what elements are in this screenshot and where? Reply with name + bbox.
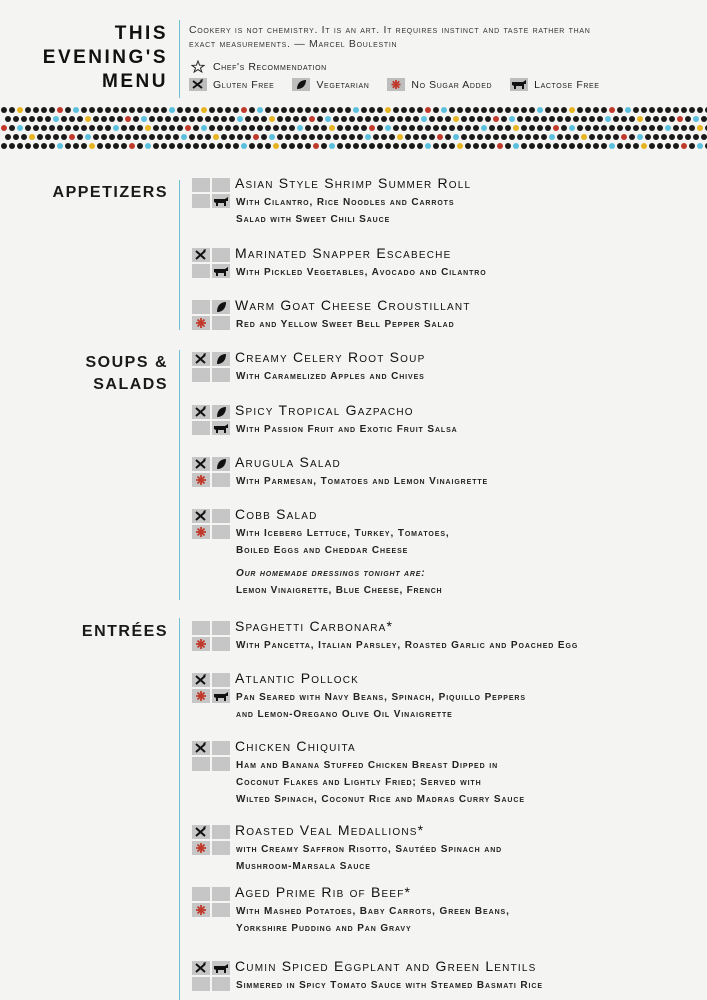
cow-icon bbox=[212, 264, 230, 278]
diet-icon-grid bbox=[192, 352, 230, 382]
legend-lactose: Lactose Free bbox=[510, 78, 599, 91]
cow-icon bbox=[510, 78, 528, 91]
dish-description: Pan Seared with Navy Beans, Spinach, Piquillo Peppers and Lemon-Oregano Olive Oil Vinaigrette bbox=[236, 692, 526, 720]
empty-icon-cell bbox=[212, 841, 230, 855]
dish-description: With Cilantro, Rice Noodles and Carrots Salad with Sweet Chili Sauce bbox=[236, 197, 455, 225]
section-appetizers: APPETIZERS bbox=[52, 184, 168, 201]
empty-icon-cell bbox=[192, 421, 210, 435]
leaf-icon bbox=[212, 457, 230, 471]
empty-icon-cell bbox=[192, 977, 210, 991]
empty-icon-cell bbox=[192, 300, 210, 314]
diet-icon-grid bbox=[192, 300, 230, 330]
diet-icon-grid bbox=[192, 509, 230, 539]
legend-chef: Chef's Recommendation bbox=[189, 60, 327, 73]
empty-icon-cell bbox=[192, 757, 210, 771]
no-sugar-icon bbox=[387, 78, 405, 91]
gluten-free-icon bbox=[192, 457, 210, 471]
diet-icon-grid bbox=[192, 961, 230, 991]
cow-icon bbox=[212, 421, 230, 435]
empty-icon-cell bbox=[212, 473, 230, 487]
no-sugar-icon bbox=[192, 316, 210, 330]
gluten-free-icon bbox=[192, 673, 210, 687]
no-sugar-icon bbox=[192, 473, 210, 487]
empty-icon-cell bbox=[212, 316, 230, 330]
leaf-icon bbox=[212, 352, 230, 366]
dish-name: Chicken Chiquita bbox=[235, 738, 356, 754]
empty-icon-cell bbox=[212, 887, 230, 901]
cow-icon bbox=[212, 194, 230, 208]
dish-description: with Creamy Saffron Risotto, Sautéed Spinach and Mushroom-Marsala Sauce bbox=[236, 844, 503, 872]
section-entrees: ENTRÉES bbox=[81, 623, 168, 640]
diet-icon-grid bbox=[192, 741, 230, 771]
empty-icon-cell bbox=[192, 621, 210, 635]
empty-icon-cell bbox=[212, 525, 230, 539]
gluten-free-icon bbox=[192, 961, 210, 975]
leaf-icon bbox=[212, 300, 230, 314]
no-sugar-icon bbox=[192, 525, 210, 539]
empty-icon-cell bbox=[212, 509, 230, 523]
menu-title bbox=[0, 22, 168, 94]
dish-name: Aged Prime Rib of Beef* bbox=[235, 884, 412, 900]
diet-icon-grid bbox=[192, 405, 230, 435]
dish-name: Creamy Celery Root Soup bbox=[235, 349, 426, 365]
dish-description: Simmered in Spicy Tomato Sauce with Steamed Basmati Rice bbox=[236, 980, 543, 991]
gluten-free-icon bbox=[192, 825, 210, 839]
dish-name: Marinated Snapper Escabeche bbox=[235, 245, 452, 261]
diet-icon-grid bbox=[192, 825, 230, 855]
title-line: EVENING'S bbox=[42, 47, 168, 68]
dish-name: Warm Goat Cheese Croustillant bbox=[235, 297, 471, 313]
dish-name: Spaghetti Carbonara* bbox=[235, 618, 394, 634]
dish-description: With Passion Fruit and Exotic Fruit Salsa bbox=[236, 424, 458, 435]
legend-gluten: Gluten Free bbox=[189, 78, 274, 91]
header-rule bbox=[179, 20, 180, 98]
empty-icon-cell bbox=[212, 757, 230, 771]
quote: Cookery is not chemistry. It is an art. It requires instinct and taste rather than exact measurements. — Marcel Boulestin bbox=[189, 24, 591, 50]
gluten-free-icon bbox=[192, 509, 210, 523]
empty-icon-cell bbox=[192, 264, 210, 278]
dish-name: Atlantic Pollock bbox=[235, 670, 360, 686]
dish-name: Arugula Salad bbox=[235, 454, 341, 470]
diet-icon-grid bbox=[192, 887, 230, 917]
empty-icon-cell bbox=[192, 368, 210, 382]
no-sugar-icon bbox=[192, 841, 210, 855]
diet-icon-grid bbox=[192, 178, 230, 208]
leaf-icon bbox=[292, 78, 310, 91]
rule-entrees bbox=[179, 618, 180, 1000]
gluten-free-icon bbox=[192, 741, 210, 755]
empty-icon-cell bbox=[192, 887, 210, 901]
diet-icon-grid bbox=[192, 673, 230, 703]
empty-icon-cell bbox=[212, 637, 230, 651]
diet-icon-grid bbox=[192, 621, 230, 651]
rule-appetizers bbox=[179, 180, 180, 330]
dot-pattern-band bbox=[0, 104, 707, 156]
empty-icon-cell bbox=[212, 903, 230, 917]
no-sugar-icon bbox=[192, 637, 210, 651]
empty-icon-cell bbox=[192, 194, 210, 208]
dish-description: With Caramelized Apples and Chives bbox=[236, 371, 425, 382]
dish-name: Spicy Tropical Gazpacho bbox=[235, 402, 414, 418]
empty-icon-cell bbox=[212, 825, 230, 839]
empty-icon-cell bbox=[192, 178, 210, 192]
no-sugar-icon bbox=[192, 689, 210, 703]
diet-icon-grid bbox=[192, 248, 230, 278]
gluten-free-icon bbox=[192, 405, 210, 419]
gluten-free-icon bbox=[189, 78, 207, 91]
dish-name: Roasted Veal Medallions* bbox=[235, 822, 425, 838]
dish-description: With Mashed Potatoes, Baby Carrots, Green Beans, Yorkshire Pudding and Pan Gravy bbox=[236, 906, 510, 934]
section-soups-salads: SOUPS & SALADS bbox=[85, 354, 168, 393]
rule-soups bbox=[179, 350, 180, 600]
empty-icon-cell bbox=[212, 248, 230, 262]
empty-icon-cell bbox=[212, 741, 230, 755]
empty-icon-cell bbox=[212, 621, 230, 635]
leaf-icon bbox=[212, 405, 230, 419]
cow-icon bbox=[212, 961, 230, 975]
dish-description: With Pickled Vegetables, Avocado and Cilantro bbox=[236, 267, 487, 278]
diet-icon-grid bbox=[192, 457, 230, 487]
legend-nosugar: No Sugar Added bbox=[387, 78, 492, 91]
gluten-free-icon bbox=[192, 248, 210, 262]
empty-icon-cell bbox=[212, 673, 230, 687]
empty-icon-cell bbox=[212, 178, 230, 192]
cow-icon bbox=[212, 689, 230, 703]
empty-icon-cell bbox=[212, 977, 230, 991]
dish-description: With Iceberg Lettuce, Turkey, Tomatoes, Boiled Eggs and Cheddar Cheese bbox=[236, 528, 450, 556]
legend-vegetarian: Vegetarian bbox=[292, 78, 369, 91]
star-icon bbox=[189, 60, 207, 73]
dish-description: Ham and Banana Stuffed Chicken Breast Dipped in Coconut Flakes and Lightly Fried; Served with Wilted Spinach, Coconut Rice and Madras Curry Sauce bbox=[236, 760, 525, 805]
gluten-free-icon bbox=[192, 352, 210, 366]
title-line: THIS bbox=[114, 23, 168, 44]
title-line: MENU bbox=[102, 71, 168, 92]
dish-name: Cobb Salad bbox=[235, 506, 318, 522]
dish-description: Red and Yellow Sweet Bell Pepper Salad bbox=[236, 319, 455, 330]
dressing-note: Our homemade dressings tonight are: Lemon Vinaigrette, Blue Cheese, French bbox=[236, 568, 443, 596]
no-sugar-icon bbox=[192, 903, 210, 917]
empty-icon-cell bbox=[212, 368, 230, 382]
dish-name: Cumin Spiced Eggplant and Green Lentils bbox=[235, 958, 537, 974]
dish-description: With Pancetta, Italian Parsley, Roasted Garlic and Poached Egg bbox=[236, 640, 579, 651]
dish-name: Asian Style Shrimp Summer Roll bbox=[235, 175, 472, 191]
dish-description: With Parmesan, Tomatoes and Lemon Vinaigrette bbox=[236, 476, 489, 487]
